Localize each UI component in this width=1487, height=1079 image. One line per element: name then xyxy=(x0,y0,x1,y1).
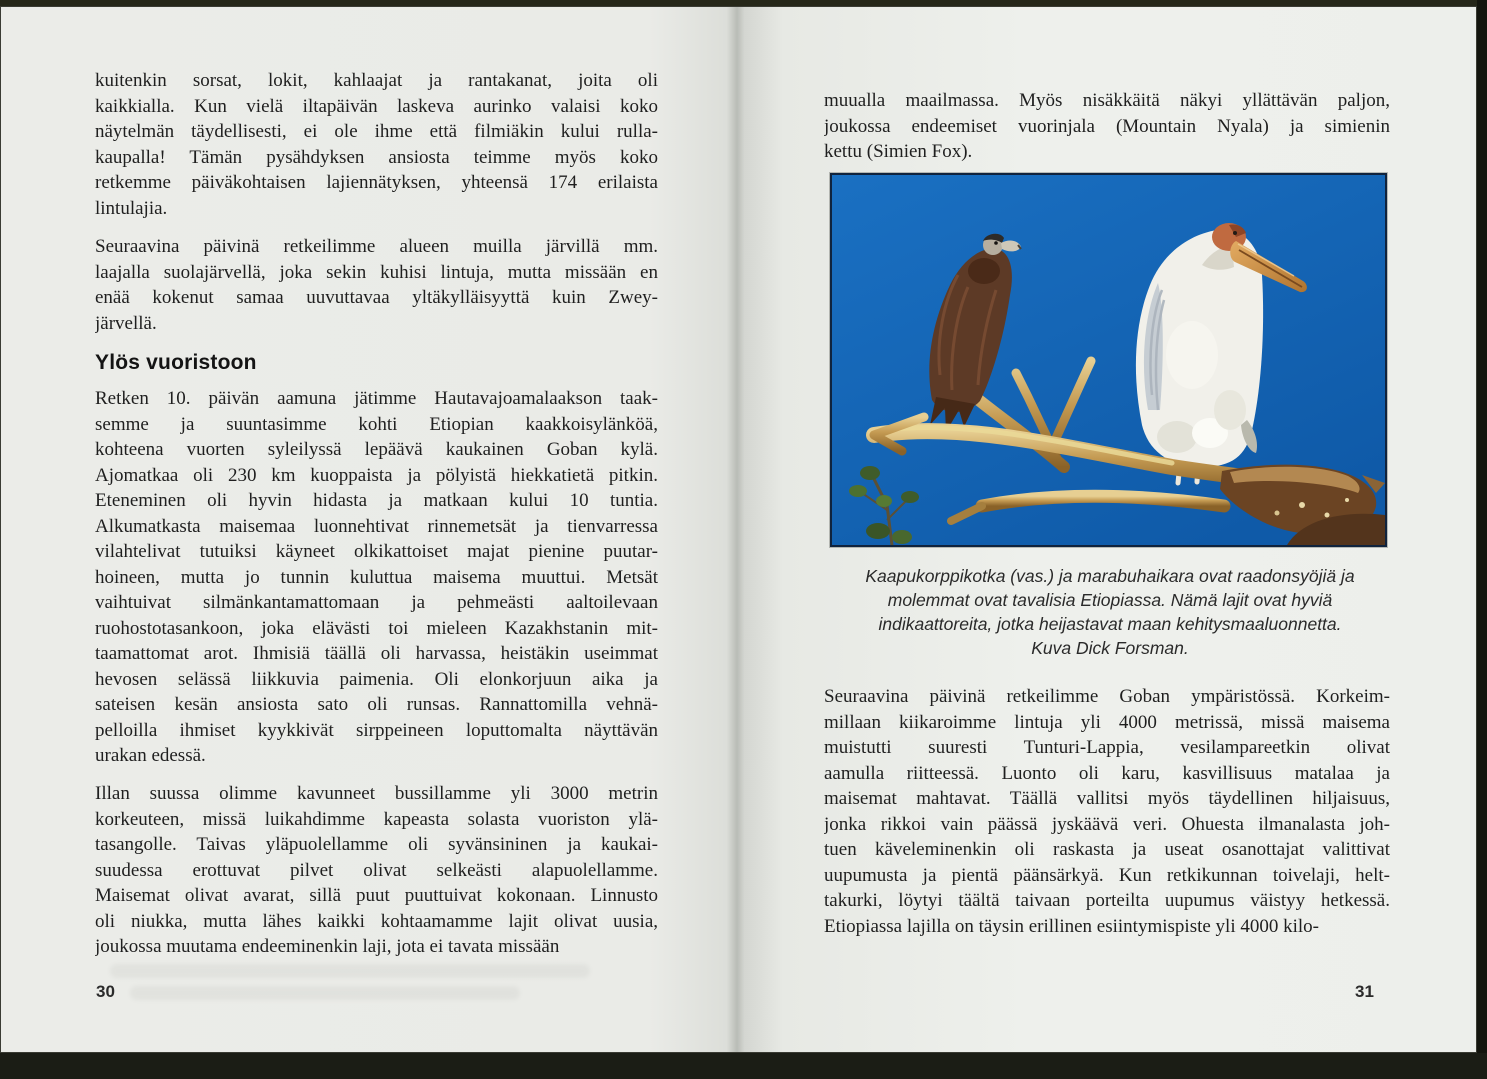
text-line: järvellä. xyxy=(95,312,157,334)
text-line: Seuraavina päivinä retkeilimme alueen muilla järvillä mm. xyxy=(95,236,658,257)
text-line: taamattomat arot. Ihmisiä täällä oli harvassa, heistäkin useimmat xyxy=(95,643,658,664)
text-line: molemmat ovat tavalisia Etiopiassa. Nämä lajit ovat hyviä xyxy=(887,590,1333,610)
text-line: ruohostotasankoon, joka elävästi toi mieleen Kazakhstanin mit- xyxy=(95,617,658,639)
text-line: Kuva Dick Forsman. xyxy=(1031,638,1189,658)
page-number-right: 31 xyxy=(1355,982,1374,1001)
text-line: retkemme päiväkohtaisen lajiennätyksen, yhteensä 174 erilaista xyxy=(95,172,658,193)
page-number-left: 30 xyxy=(96,982,115,1001)
text-line: kuitenkin sorsat, lokit, kahlaajat ja rantakanat, joita oli xyxy=(95,70,658,91)
text-line: joukossa muutama endeeminenkin laji, jota ei tavata missään xyxy=(95,936,560,957)
section-heading: Ylös vuoristoon xyxy=(95,351,257,374)
text-line: kaupalla! Tämän pysähdyksen ansiosta teimme myös koko xyxy=(95,146,658,168)
text-line: kettu (Simien Fox). xyxy=(824,141,973,162)
text-line: Seuraavina päivinä retkeilimme Goban ympäristössä. Korkeim- xyxy=(824,686,1390,707)
text-line: vaihtuivat silmänkantamattomaan ja pehmeästi aaltoilevaan xyxy=(95,592,658,613)
scan-bottom-border xyxy=(0,1053,1487,1079)
open-book-pages xyxy=(0,6,1477,1053)
text-line: kaikkialla. Kun vielä iltapäivän laskeva aurinko valaisi koko xyxy=(95,95,658,117)
text-line: enää kokenut samaa uuvuttavaa yltäkylläisyyttä kuin Zwey- xyxy=(95,287,658,308)
text-line: urakan edessä. xyxy=(95,745,206,766)
text-line: Eteneminen oli hyvin hidasta ja matkaan kului 10 tuntia. xyxy=(95,490,658,511)
paragraph xyxy=(95,781,658,960)
text-line: tuen käveleminenkin oli raskasta ja useat osanottajat valittivat xyxy=(824,839,1390,860)
text-line: oli niukka, mutta lähes kaikki kohtaamamme lajit olivat uusia, xyxy=(95,910,658,932)
text-line: Retken 10. päivän aamuna jätimme Hautavajoamalaakson taak- xyxy=(95,388,658,409)
text-line: tasangolle. Taivas yläpuolellamme oli syvänsininen ja kaukai- xyxy=(95,834,658,855)
text-line: lintulajia. xyxy=(95,197,168,219)
bird-photo xyxy=(832,175,1385,545)
text-line: laajalla suolajärvellä, joka sekin kuhisi lintuja, mutta missään en xyxy=(95,261,658,283)
text-line: Ajomatkaa oli 230 km kuoppaista ja pölyistä hiekkatietä pitkin. xyxy=(95,464,658,486)
text-line: muistutti suuresti Tunturi-Lappia, vesilampareetkin olivat xyxy=(824,737,1390,758)
text-line: Etiopiassa lajilla on täysin erillinen esiintymispiste yli 4000 kilo- xyxy=(824,915,1319,937)
text-line: takurki, löytyi täältä taivaan porteilta uupumus väistyy hetkessä. xyxy=(824,890,1390,911)
text-line: Illan suussa olimme kavunneet bussillamme yli 3000 metrin xyxy=(95,783,658,804)
text-line: Maisemat olivat avarat, sillä puut puuttuivat kokonaan. Linnusto xyxy=(95,885,658,906)
text-line: joukossa endeemiset vuorinjala (Mountain Nyala) ja simienin xyxy=(824,115,1390,137)
photo-caption xyxy=(840,564,1380,660)
text-line: uupumusta ja pientä päänsärkyä. Kun retkikunnan toivelaji, helt- xyxy=(824,864,1390,886)
text-line: jonka rikkoi vain päässä jyskäävä veri. Ohuesta ilmanalasta joh- xyxy=(824,813,1390,835)
paragraph xyxy=(95,234,658,336)
page-left xyxy=(0,6,737,1053)
text-line: suudessa erottuvat pilvet olivat selkeästi alapuolellamme. xyxy=(95,859,658,881)
show-through-text xyxy=(110,964,590,978)
text-line: aamulla riitteessä. Luonto oli karu, kasvillisuus matalaa ja xyxy=(824,762,1390,784)
text-line: hevosen selässä liikkuvia paimenia. Oli elonkorjuun aika ja xyxy=(95,668,658,690)
text-line: kohteena vuorten syleilyssä lepäävä kaukainen Goban kylä. xyxy=(95,439,658,460)
paragraph xyxy=(95,68,658,221)
text-line: sateisen kesän ansiosta sato oli runsas. Rannattomilla vehnä- xyxy=(95,694,658,715)
text-line: muualla maailmassa. Myös nisäkkäitä näkyi yllättävän paljon, xyxy=(824,90,1390,111)
bird-photo-illustration xyxy=(832,175,1385,545)
text-line: hoineen, mutta jo tunnin kuluttua maisema muuttui. Metsät xyxy=(95,566,658,588)
text-line: semme ja suuntasimme kohti Etiopian kaakkoisylänköä, xyxy=(95,413,658,435)
text-line: korkeuteen, missä luikahdimme kapeasta solasta vuoriston ylä- xyxy=(95,808,658,830)
paragraph xyxy=(824,684,1390,939)
text-line: pelloilla ihmiset kyykkivät sirppeineen loputtomalta näyttävän xyxy=(95,719,658,741)
text-line: millaan kiikaroimme lintuja yli 4000 metrissä, missä maisema xyxy=(824,711,1390,733)
paragraph xyxy=(824,88,1390,165)
scan-right-border xyxy=(1477,0,1487,1079)
text-line: Kaapukorppikotka (vas.) ja marabuhaikara ovat raadonsyöjiä ja xyxy=(865,566,1355,586)
text-line: Alkumatkasta maisemaa luonnehtivat rinnemetsät ja tienvarressa xyxy=(95,515,658,537)
text-line: vilahtelivat tutuiksi käyneet olkikattoiset majat pienine puutar- xyxy=(95,541,658,562)
page-right xyxy=(737,6,1477,1053)
text-line: indikaattoreita, jotka heijastavat maan kehitysmaaluonnetta. xyxy=(878,614,1342,634)
text-line: näytelmän täydellisesti, ei ole ihme että filmiäkin kului rulla- xyxy=(95,121,658,142)
show-through-text xyxy=(130,986,520,1000)
paragraph xyxy=(95,386,658,769)
text-line: maisemat mahtavat. Täällä vallitsi myös täydellinen hiljaisuus, xyxy=(824,788,1390,809)
